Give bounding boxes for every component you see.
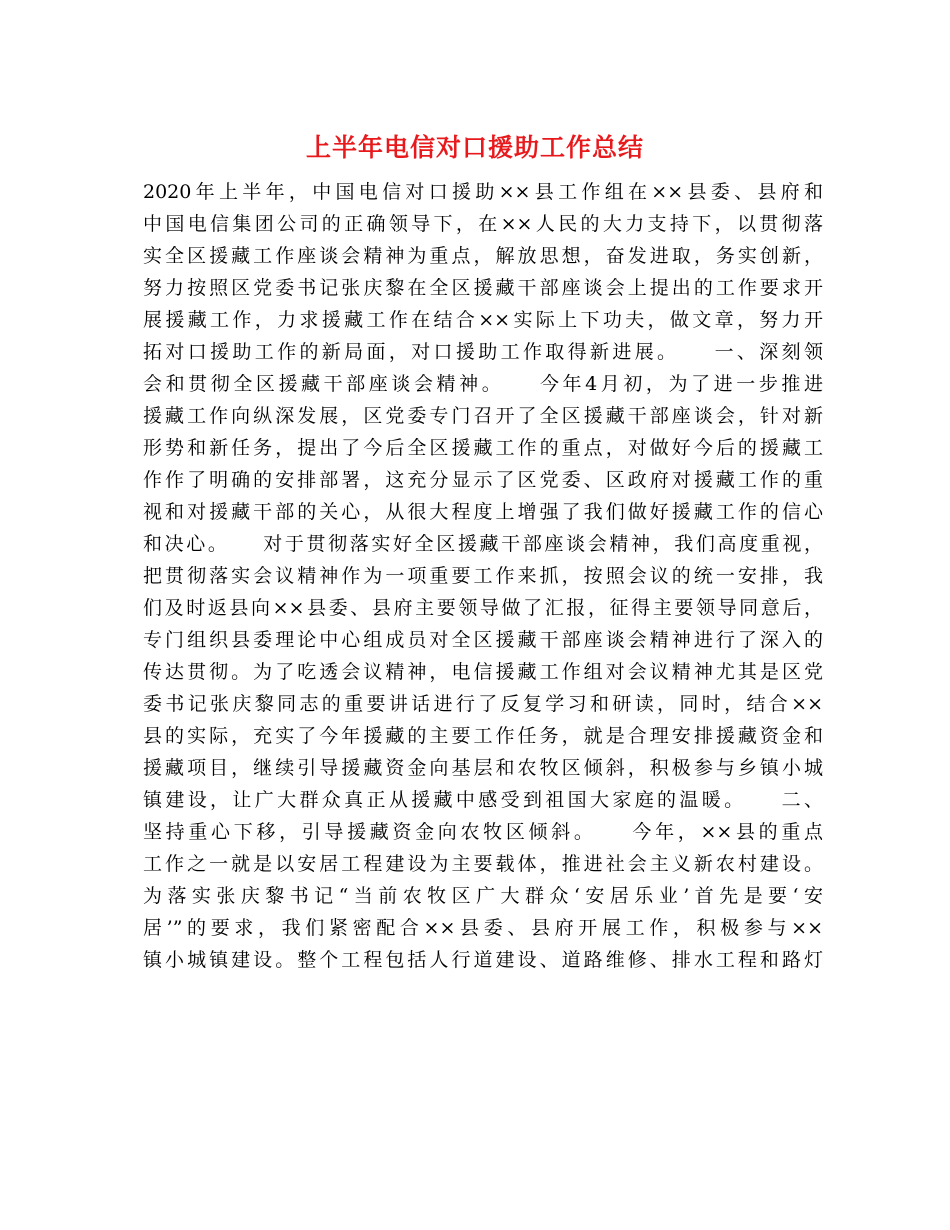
body-line: 2020年上半年，中国电信对口援助××县工作组在××县委、县府和 — [143, 181, 823, 203]
body-line: 为落实张庆黎书记“当前农牧区广大群众‘安居乐业’首先是要‘安 — [143, 885, 823, 907]
body-line: 展援藏工作，力求援藏工作在结合××实际上下功夫，做文章，努力开 — [143, 309, 823, 331]
body-line: 镇建设，让广大群众真正从援藏中感受到祖国大家庭的温暖。 二、 — [143, 789, 823, 811]
body-line: 坚持重心下移，引导援藏资金向农牧区倾斜。 今年，××县的重点 — [143, 821, 823, 843]
body-line: 把贯彻落实会议精神作为一项重要工作来抓，按照会议的统一安排，我 — [143, 565, 823, 587]
body-line: 工作之一就是以安居工程建设为主要载体，推进社会主义新农村建设。 — [143, 853, 823, 875]
body-line: 会和贯彻全区援藏干部座谈会精神。 今年4月初，为了进一步推进 — [143, 373, 823, 395]
body-line: 传达贯彻。为了吃透会议精神，电信援藏工作组对会议精神尤其是区党 — [143, 661, 823, 683]
document-body — [143, 176, 823, 976]
body-line: 拓对口援助工作的新局面，对口援助工作取得新进展。 一、深刻领 — [143, 341, 823, 363]
body-line: 专门组织县委理论中心组成员对全区援藏干部座谈会精神进行了深入的 — [143, 629, 823, 651]
body-line: 形势和新任务，提出了今后全区援藏工作的重点，对做好今后的援藏工 — [143, 437, 823, 459]
body-line: 委书记张庆黎同志的重要讲话进行了反复学习和研读，同时，结合×× — [143, 693, 823, 715]
body-line: 援藏工作向纵深发展，区党委专门召开了全区援藏干部座谈会，针对新 — [143, 405, 823, 427]
page-title: 上半年电信对口援助工作总结 — [305, 133, 644, 162]
body-line: 中国电信集团公司的正确领导下，在××人民的大力支持下，以贯彻落 — [143, 213, 823, 235]
body-line: 镇小城镇建设。整个工程包括人行道建设、道路维修、排水工程和路灯 — [143, 949, 823, 971]
body-line: 援藏项目，继续引导援藏资金向基层和农牧区倾斜，积极参与乡镇小城 — [143, 757, 823, 779]
body-line: 视和对援藏干部的关心，从很大程度上增强了我们做好援藏工作的信心 — [143, 501, 823, 523]
body-line: 努力按照区党委书记张庆黎在全区援藏干部座谈会上提出的工作要求开 — [143, 277, 823, 299]
body-line: 作作了明确的安排部署，这充分显示了区党委、区政府对援藏工作的重 — [143, 469, 823, 491]
body-line: 们及时返县向××县委、县府主要领导做了汇报，征得主要领导同意后， — [143, 597, 823, 619]
body-line: 居’”的要求，我们紧密配合××县委、县府开展工作，积极参与×× — [143, 917, 823, 939]
body-line: 县的实际，充实了今年援藏的主要工作任务，就是合理安排援藏资金和 — [143, 725, 823, 747]
body-line: 实全区援藏工作座谈会精神为重点，解放思想，奋发进取，务实创新， — [143, 245, 823, 267]
body-line: 和决心。 对于贯彻落实好全区援藏干部座谈会精神，我们高度重视， — [143, 533, 823, 555]
